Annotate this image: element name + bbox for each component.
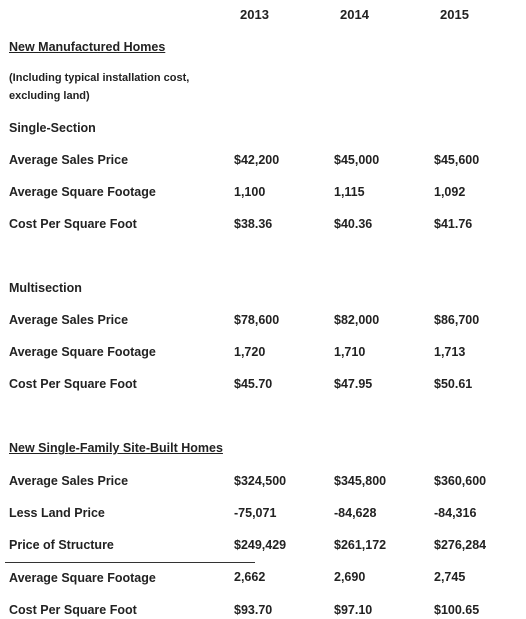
cell-value: 1,720	[234, 345, 266, 359]
cell-value: $38.36	[234, 217, 273, 231]
cell-value: 1,115	[334, 185, 365, 199]
subsection-title-single-section: Single-Section	[9, 121, 96, 135]
cell-value: $50.61	[434, 377, 473, 391]
cell-value: $360,600	[434, 474, 487, 488]
cell-value: 1,100	[234, 185, 266, 199]
cell-value: 2,662	[234, 570, 266, 584]
section-title-site-built: New Single-Family Site-Built Homes	[9, 441, 223, 455]
cell-value: $86,700	[434, 313, 480, 327]
cell-value: -75,071	[234, 506, 277, 520]
row-label: Average Sales Price	[9, 474, 129, 488]
cell-value: 1,710	[334, 345, 366, 359]
cell-value: $47.95	[334, 377, 373, 391]
cell-value: $276,284	[434, 538, 487, 552]
column-header-2014: 2014	[340, 7, 369, 22]
cell-value: 1,713	[434, 345, 466, 359]
section-note-line1: (Including typical installation cost,	[9, 72, 190, 84]
column-header-2015: 2015	[440, 7, 469, 22]
cell-value: 2,745	[434, 570, 466, 584]
cell-value: $42,200	[234, 153, 280, 167]
row-label: Less Land Price	[9, 506, 105, 520]
cell-value: $45,600	[434, 153, 480, 167]
row-label: Cost Per Square Foot	[9, 377, 137, 391]
subsection-title-multisection: Multisection	[9, 281, 82, 295]
cell-value: $82,000	[334, 313, 380, 327]
cell-value: 1,092	[434, 185, 466, 199]
cell-value: -84,628	[334, 506, 377, 520]
cell-value: -84,316	[434, 506, 477, 520]
cell-value: $97.10	[334, 603, 373, 617]
cell-value: $100.65	[434, 603, 480, 617]
section-title-manufactured: New Manufactured Homes	[9, 40, 166, 54]
cell-value: $41.76	[434, 217, 473, 231]
cell-value: 2,690	[334, 570, 366, 584]
cell-value: $93.70	[234, 603, 273, 617]
cell-value: $345,800	[334, 474, 387, 488]
cell-value: $324,500	[234, 474, 287, 488]
cell-value: $45,000	[334, 153, 380, 167]
column-header-2013: 2013	[240, 7, 269, 22]
row-label: Average Sales Price	[9, 313, 129, 327]
row-label: Average Square Footage	[9, 571, 156, 585]
row-label: Average Square Footage	[9, 185, 156, 199]
cell-value: $249,429	[234, 538, 287, 552]
section-note-line2: excluding land)	[9, 90, 90, 102]
divider-rule	[5, 562, 255, 563]
cell-value: $45.70	[234, 377, 273, 391]
row-label: Average Square Footage	[9, 345, 156, 359]
row-label: Cost Per Square Foot	[9, 217, 137, 231]
row-label: Cost Per Square Foot	[9, 603, 137, 617]
cell-value: $261,172	[334, 538, 387, 552]
row-label: Average Sales Price	[9, 153, 129, 167]
row-label: Price of Structure	[9, 538, 114, 552]
cell-value: $78,600	[234, 313, 280, 327]
cell-value: $40.36	[334, 217, 373, 231]
